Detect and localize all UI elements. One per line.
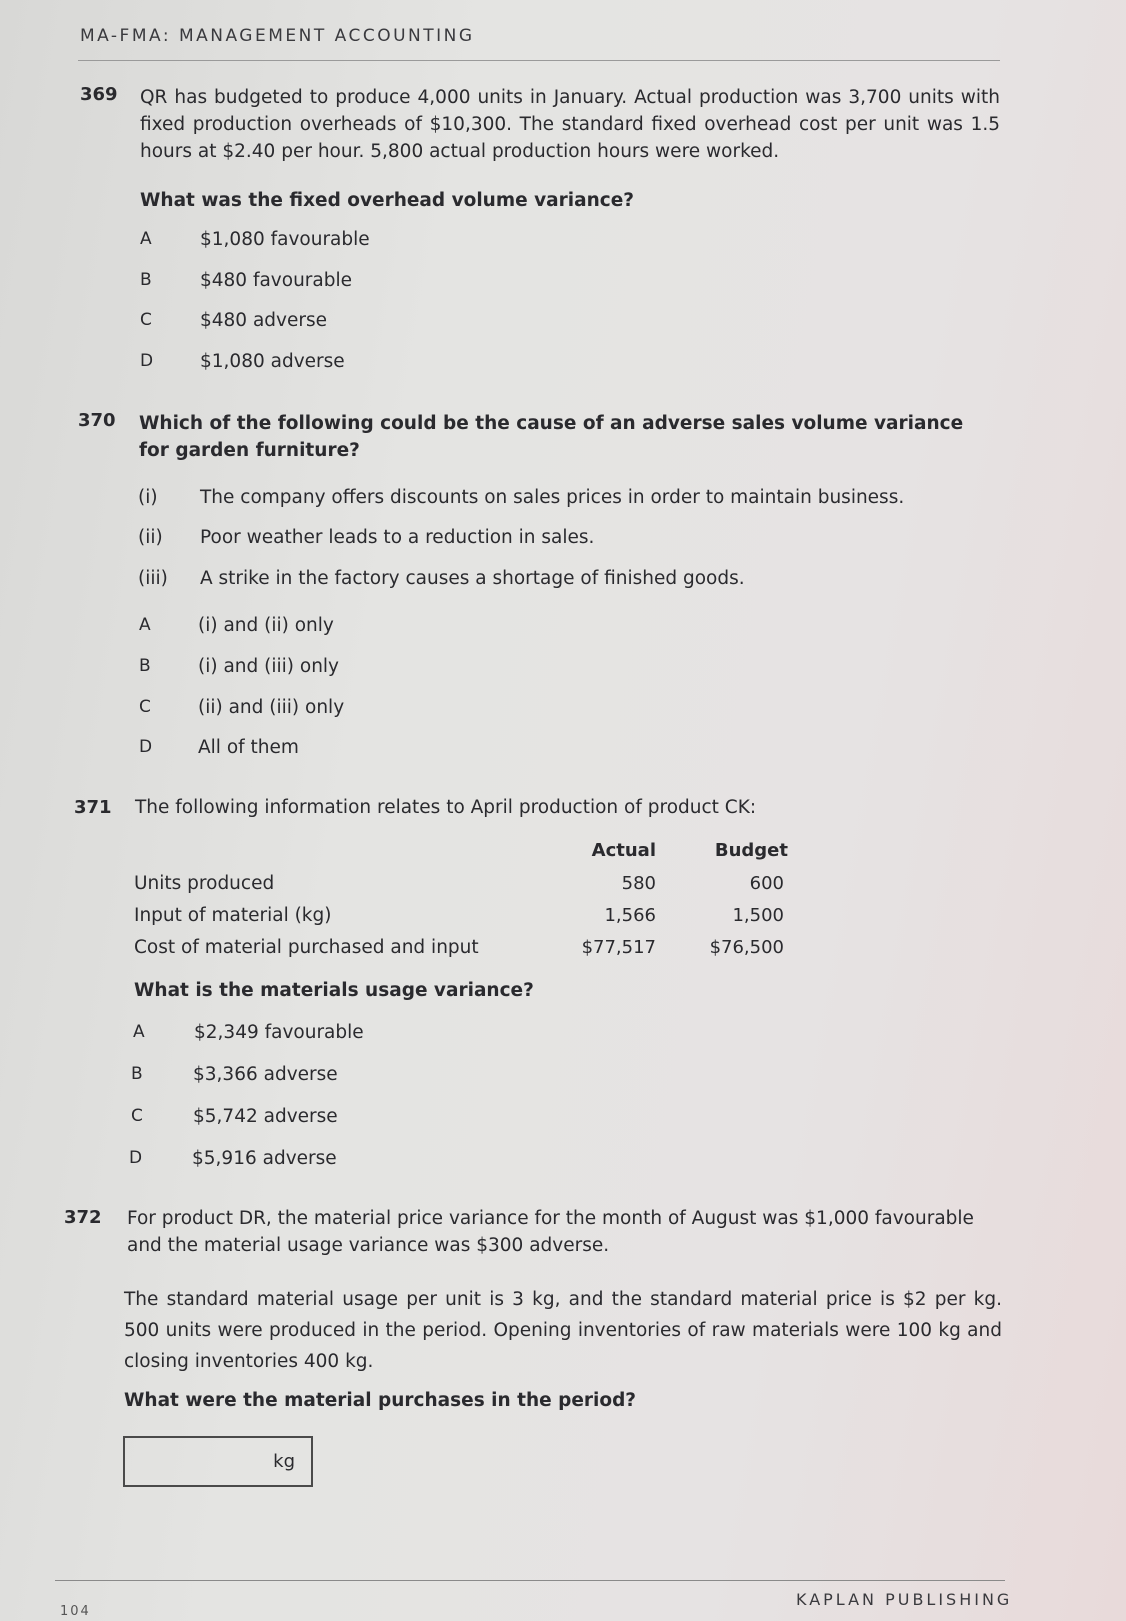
option-text: $2,349 favourable [194, 1022, 364, 1043]
row-label: Units produced [134, 873, 275, 894]
cell-budget: 600 [749, 873, 784, 894]
cell-actual: $77,517 [581, 937, 656, 958]
question-number: 371 [74, 797, 112, 818]
option-text: $480 adverse [200, 310, 327, 331]
option-text: $3,366 adverse [193, 1064, 338, 1085]
option-letter: B [140, 270, 152, 290]
option-text: $5,916 adverse [192, 1148, 337, 1169]
option-letter: D [139, 737, 153, 757]
statement-text: Poor weather leads to a reduction in sales. [200, 527, 595, 548]
option-text: (i) and (ii) only [198, 615, 334, 636]
statement-text: A strike in the factory causes a shortage of finished goods. [200, 568, 745, 589]
option-letter: A [140, 229, 152, 249]
option-letter: C [131, 1106, 143, 1126]
question-text: The standard material usage per unit is 3 kg, and the standard material price is $2 per kg. 500 units were produced in the period. Opening inventories of raw materials were 100 kg and closing inventories 400 kg. [124, 1289, 1002, 1372]
cell-actual: 580 [621, 873, 656, 894]
row-label: Input of material (kg) [134, 905, 332, 926]
statement-label: (iii) [138, 568, 168, 589]
option-text: $480 favourable [200, 270, 353, 291]
column-header-actual: Actual [591, 840, 656, 861]
option-text: $5,742 adverse [193, 1106, 338, 1127]
answer-input-box[interactable] [123, 1436, 313, 1487]
cell-budget: 1,500 [732, 905, 784, 926]
option-text: $1,080 favourable [200, 229, 370, 250]
cell-budget: $76,500 [709, 937, 784, 958]
answer-unit: kg [273, 1451, 295, 1472]
header-rule [78, 60, 1000, 61]
footer-rule [55, 1580, 1005, 1581]
question-text: QR has budgeted to produce 4,000 units in January. Actual production was 3,700 units with fixed production overheads of $10,300. The standard fixed overhead cost per unit was 1.5 hours at $2.40 per hour. 5,800 actual production hours were worked. [140, 87, 1000, 162]
question-stem: What was the fixed overhead volume variance? [140, 190, 635, 211]
question-number: 370 [78, 410, 116, 431]
cell-actual: 1,566 [604, 905, 656, 926]
option-letter: B [139, 656, 151, 676]
page-header: MA-FMA: MANAGEMENT ACCOUNTING [80, 26, 475, 46]
column-header-budget: Budget [714, 840, 788, 861]
option-text: All of them [198, 737, 299, 758]
question-stem: What were the material purchases in the period? [124, 1390, 637, 1411]
question-number: 369 [80, 84, 118, 105]
option-letter: D [129, 1148, 143, 1168]
statement-label: (ii) [138, 527, 163, 548]
option-letter: A [139, 615, 151, 635]
option-letter: A [133, 1022, 145, 1042]
question-text: For product DR, the material price variance for the month of August was $1,000 favourable and the material usage variance was $300 adverse. [127, 1208, 974, 1256]
option-text: (ii) and (iii) only [198, 697, 345, 718]
statement-label: (i) [138, 487, 158, 508]
option-letter: D [140, 351, 154, 371]
statement-text: The company offers discounts on sales prices in order to maintain business. [200, 487, 905, 508]
question-number: 372 [64, 1207, 102, 1228]
publisher-name: KAPLAN PUBLISHING [796, 1590, 1013, 1609]
option-text: (i) and (iii) only [198, 656, 340, 677]
option-text: $1,080 adverse [200, 351, 345, 372]
question-stem: What is the materials usage variance? [134, 980, 534, 1001]
row-label: Cost of material purchased and input [134, 937, 479, 958]
page-number: 104 [60, 1604, 91, 1619]
question-stem: Which of the following could be the cause of an adverse sales volume variance for garden furniture? [139, 413, 964, 461]
option-letter: C [140, 310, 152, 330]
question-intro: The following information relates to April production of product CK: [135, 797, 757, 818]
option-letter: C [139, 697, 151, 717]
option-letter: B [131, 1064, 143, 1084]
